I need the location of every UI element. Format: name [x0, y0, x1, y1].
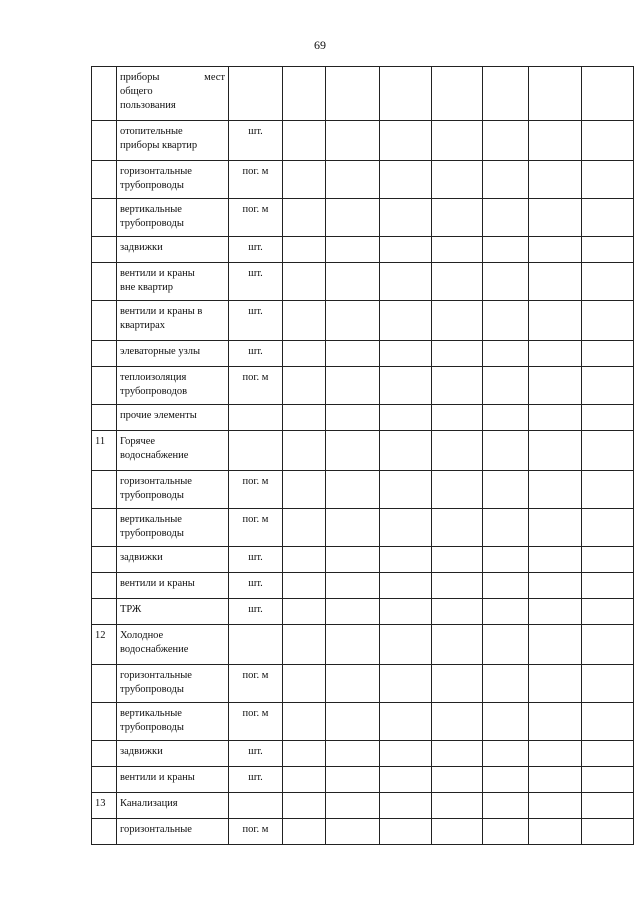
element-name-cell — [117, 237, 229, 263]
empty-value-cell — [283, 367, 326, 405]
element-name-line: вертикальные — [120, 204, 182, 215]
empty-value-cell — [432, 199, 483, 237]
empty-value-cell — [283, 67, 326, 121]
empty-value-cell — [529, 341, 582, 367]
element-name-line: трубопроводы — [120, 684, 184, 695]
empty-value-cell — [582, 67, 634, 121]
element-name-cell — [117, 547, 229, 573]
element-name-line: вертикальные — [120, 708, 182, 719]
element-name-cell — [117, 341, 229, 367]
element-name-cell — [117, 367, 229, 405]
unit-cell: шт. — [229, 301, 283, 341]
empty-value-cell — [380, 741, 432, 767]
unit-cell — [229, 405, 283, 431]
empty-value-cell — [432, 301, 483, 341]
unit-cell: шт. — [229, 741, 283, 767]
empty-value-cell — [283, 341, 326, 367]
element-name-line: вентили и краны — [120, 578, 195, 589]
empty-value-cell — [582, 703, 634, 741]
empty-value-cell — [432, 431, 483, 471]
empty-value-cell — [380, 67, 432, 121]
element-name-cell — [117, 767, 229, 793]
row-number-cell — [92, 819, 117, 845]
empty-value-cell — [432, 67, 483, 121]
row-number-cell — [92, 405, 117, 431]
element-name-cell — [117, 199, 229, 237]
row-number-cell — [92, 547, 117, 573]
table-row — [92, 703, 634, 741]
empty-value-cell — [582, 547, 634, 573]
empty-value-cell — [380, 767, 432, 793]
empty-value-cell — [326, 161, 380, 199]
empty-value-cell — [283, 237, 326, 263]
empty-value-cell — [326, 471, 380, 509]
empty-value-cell — [483, 741, 529, 767]
table-row — [92, 741, 634, 767]
table-row — [92, 793, 634, 819]
element-name-line: Канализация — [120, 798, 178, 809]
unit-cell: пог. м — [229, 665, 283, 703]
element-name-line: трубопроводы — [120, 218, 184, 229]
element-name-cell — [117, 471, 229, 509]
unit-cell: пог. м — [229, 819, 283, 845]
unit-cell: шт. — [229, 237, 283, 263]
empty-value-cell — [582, 367, 634, 405]
empty-value-cell — [326, 741, 380, 767]
table-row — [92, 431, 634, 471]
empty-value-cell — [432, 741, 483, 767]
unit-cell: шт. — [229, 573, 283, 599]
unit-cell: шт. — [229, 121, 283, 161]
element-name-line: трубопроводов — [120, 386, 188, 397]
empty-value-cell — [283, 767, 326, 793]
empty-value-cell — [326, 341, 380, 367]
empty-value-cell — [483, 263, 529, 301]
element-name-line: горизонтальные — [120, 476, 192, 487]
empty-value-cell — [283, 625, 326, 665]
empty-value-cell — [483, 767, 529, 793]
row-number-cell — [92, 599, 117, 625]
empty-value-cell — [582, 405, 634, 431]
row-number-cell: 11 — [92, 431, 117, 471]
element-name-cell — [117, 121, 229, 161]
empty-value-cell — [326, 121, 380, 161]
empty-value-cell — [529, 367, 582, 405]
empty-value-cell — [380, 161, 432, 199]
empty-value-cell — [326, 625, 380, 665]
element-name-line: горизонтальные — [120, 824, 192, 835]
empty-value-cell — [380, 263, 432, 301]
empty-value-cell — [380, 405, 432, 431]
empty-value-cell — [380, 625, 432, 665]
row-number-cell — [92, 665, 117, 703]
element-name-cell — [117, 625, 229, 665]
empty-value-cell — [380, 341, 432, 367]
unit-cell: шт. — [229, 767, 283, 793]
element-name-cell — [117, 161, 229, 199]
row-number-cell — [92, 237, 117, 263]
element-name-line: ТРЖ — [120, 604, 142, 615]
row-number-cell — [92, 301, 117, 341]
empty-value-cell — [326, 573, 380, 599]
empty-value-cell — [529, 67, 582, 121]
empty-value-cell — [380, 199, 432, 237]
empty-value-cell — [529, 819, 582, 845]
empty-value-cell — [582, 665, 634, 703]
unit-cell — [229, 67, 283, 121]
element-name-line: вентили и краны — [120, 772, 195, 783]
empty-value-cell — [529, 793, 582, 819]
element-name-line: элеваторные узлы — [120, 346, 201, 357]
empty-value-cell — [529, 509, 582, 547]
empty-value-cell — [283, 547, 326, 573]
element-name-cell — [117, 67, 229, 121]
table-row — [92, 341, 634, 367]
unit-cell — [229, 431, 283, 471]
empty-value-cell — [326, 547, 380, 573]
empty-value-cell — [432, 341, 483, 367]
empty-value-cell — [380, 121, 432, 161]
empty-value-cell — [283, 431, 326, 471]
unit-cell — [229, 625, 283, 665]
empty-value-cell — [582, 793, 634, 819]
row-number-cell: 12 — [92, 625, 117, 665]
empty-value-cell — [326, 665, 380, 703]
table-row — [92, 767, 634, 793]
table-row — [92, 819, 634, 845]
empty-value-cell — [483, 819, 529, 845]
empty-value-cell — [582, 431, 634, 471]
page-number: 69 — [314, 38, 326, 52]
empty-value-cell — [283, 509, 326, 547]
element-name-line: водоснабжение — [120, 450, 189, 461]
empty-value-cell — [483, 67, 529, 121]
empty-value-cell — [432, 599, 483, 625]
element-name-cell — [117, 599, 229, 625]
row-number-cell — [92, 509, 117, 547]
empty-value-cell — [283, 301, 326, 341]
empty-value-cell — [380, 431, 432, 471]
element-name-line: задвижки — [120, 242, 163, 253]
empty-value-cell — [432, 625, 483, 665]
empty-value-cell — [483, 625, 529, 665]
empty-value-cell — [380, 471, 432, 509]
empty-value-cell — [380, 819, 432, 845]
empty-value-cell — [432, 509, 483, 547]
element-name-line: теплоизоляция — [120, 372, 187, 383]
empty-value-cell — [326, 67, 380, 121]
empty-value-cell — [483, 199, 529, 237]
element-name-cell — [117, 573, 229, 599]
element-name-line: задвижки — [120, 746, 163, 757]
unit-cell — [229, 793, 283, 819]
element-name-line: вентили и краны в — [120, 306, 203, 317]
row-number-cell — [92, 703, 117, 741]
table-row — [92, 263, 634, 301]
empty-value-cell — [483, 471, 529, 509]
element-name-cell — [117, 263, 229, 301]
empty-value-cell — [582, 341, 634, 367]
element-name-cell — [117, 665, 229, 703]
empty-value-cell — [582, 237, 634, 263]
empty-value-cell — [483, 599, 529, 625]
empty-value-cell — [380, 367, 432, 405]
empty-value-cell — [582, 509, 634, 547]
empty-value-cell — [483, 121, 529, 161]
empty-value-cell — [432, 547, 483, 573]
empty-value-cell — [529, 767, 582, 793]
row-number-cell — [92, 121, 117, 161]
table-row — [92, 237, 634, 263]
empty-value-cell — [483, 301, 529, 341]
element-name-line: трубопроводы — [120, 490, 184, 501]
empty-value-cell — [529, 199, 582, 237]
table-row — [92, 509, 634, 547]
empty-value-cell — [582, 301, 634, 341]
empty-value-cell — [582, 263, 634, 301]
table-row — [92, 67, 634, 121]
empty-value-cell — [432, 573, 483, 599]
empty-value-cell — [283, 471, 326, 509]
table-row — [92, 625, 634, 665]
element-name-line: приборы квартир — [120, 140, 198, 151]
empty-value-cell — [432, 703, 483, 741]
empty-value-cell — [326, 819, 380, 845]
element-name-cell — [117, 509, 229, 547]
element-name-cell — [117, 405, 229, 431]
empty-value-cell — [483, 573, 529, 599]
empty-value-cell — [283, 161, 326, 199]
row-number-cell — [92, 263, 117, 301]
empty-value-cell — [529, 471, 582, 509]
empty-value-cell — [380, 237, 432, 263]
empty-value-cell — [582, 767, 634, 793]
empty-value-cell — [529, 599, 582, 625]
empty-value-cell — [326, 237, 380, 263]
empty-value-cell — [432, 665, 483, 703]
table-row — [92, 301, 634, 341]
row-number-cell — [92, 471, 117, 509]
empty-value-cell — [483, 161, 529, 199]
empty-value-cell — [582, 741, 634, 767]
element-name-line: трубопроводы — [120, 180, 184, 191]
element-name-line: вне квартир — [120, 282, 174, 293]
element-name-cell — [117, 431, 229, 471]
unit-cell: шт. — [229, 263, 283, 301]
table-row — [92, 199, 634, 237]
empty-value-cell — [283, 405, 326, 431]
empty-value-cell — [432, 237, 483, 263]
empty-value-cell — [380, 573, 432, 599]
empty-value-cell — [432, 819, 483, 845]
empty-value-cell — [326, 509, 380, 547]
empty-value-cell — [326, 793, 380, 819]
table-row — [92, 161, 634, 199]
empty-value-cell — [380, 301, 432, 341]
empty-value-cell — [283, 599, 326, 625]
empty-value-cell — [483, 509, 529, 547]
empty-value-cell — [582, 625, 634, 665]
unit-cell: шт. — [229, 599, 283, 625]
empty-value-cell — [432, 405, 483, 431]
empty-value-cell — [582, 471, 634, 509]
empty-value-cell — [283, 819, 326, 845]
row-number-cell — [92, 341, 117, 367]
unit-cell: пог. м — [229, 367, 283, 405]
element-name-line: прочие элементы — [120, 410, 197, 421]
empty-value-cell — [529, 431, 582, 471]
empty-value-cell — [432, 161, 483, 199]
empty-value-cell — [529, 703, 582, 741]
table-row — [92, 367, 634, 405]
empty-value-cell — [380, 547, 432, 573]
empty-value-cell — [529, 263, 582, 301]
empty-value-cell — [380, 509, 432, 547]
element-name-cell — [117, 703, 229, 741]
element-name-line: трубопроводы — [120, 722, 184, 733]
empty-value-cell — [483, 341, 529, 367]
element-name-line: горизонтальные — [120, 670, 192, 681]
empty-value-cell — [283, 741, 326, 767]
empty-value-cell — [483, 237, 529, 263]
row-number-cell: 13 — [92, 793, 117, 819]
element-name-line: водоснабжение — [120, 644, 189, 655]
table-row — [92, 573, 634, 599]
empty-value-cell — [483, 367, 529, 405]
element-name-line: вентили и краны — [120, 268, 195, 279]
empty-value-cell — [432, 471, 483, 509]
empty-value-cell — [529, 301, 582, 341]
unit-cell: шт. — [229, 547, 283, 573]
empty-value-cell — [432, 767, 483, 793]
empty-value-cell — [432, 263, 483, 301]
row-number-cell — [92, 741, 117, 767]
element-name-line: горизонтальные — [120, 166, 192, 177]
empty-value-cell — [326, 599, 380, 625]
empty-value-cell — [326, 199, 380, 237]
empty-value-cell — [483, 703, 529, 741]
row-number-cell — [92, 161, 117, 199]
table-row — [92, 121, 634, 161]
empty-value-cell — [529, 161, 582, 199]
element-name-line: приборы мест — [120, 72, 225, 83]
empty-value-cell — [529, 625, 582, 665]
empty-value-cell — [380, 793, 432, 819]
table-row — [92, 547, 634, 573]
empty-value-cell — [283, 793, 326, 819]
empty-value-cell — [283, 703, 326, 741]
element-name-cell — [117, 793, 229, 819]
unit-cell: пог. м — [229, 703, 283, 741]
empty-value-cell — [283, 199, 326, 237]
element-name-line: общего — [120, 86, 153, 97]
empty-value-cell — [432, 121, 483, 161]
table-row — [92, 665, 634, 703]
empty-value-cell — [283, 121, 326, 161]
empty-value-cell — [582, 161, 634, 199]
empty-value-cell — [529, 547, 582, 573]
empty-value-cell — [432, 793, 483, 819]
table-row — [92, 599, 634, 625]
empty-value-cell — [582, 599, 634, 625]
element-name-line: Горячее — [120, 436, 156, 447]
empty-value-cell — [483, 547, 529, 573]
empty-value-cell — [326, 301, 380, 341]
row-number-cell — [92, 199, 117, 237]
empty-value-cell — [483, 431, 529, 471]
empty-value-cell — [326, 431, 380, 471]
row-number-cell — [92, 367, 117, 405]
element-name-line: квартирах — [120, 320, 166, 331]
unit-cell: пог. м — [229, 199, 283, 237]
empty-value-cell — [483, 793, 529, 819]
element-name-line: Холодное — [120, 630, 164, 641]
empty-value-cell — [432, 367, 483, 405]
empty-value-cell — [380, 665, 432, 703]
element-name-cell — [117, 301, 229, 341]
empty-value-cell — [529, 573, 582, 599]
unit-cell: пог. м — [229, 471, 283, 509]
empty-value-cell — [529, 741, 582, 767]
empty-value-cell — [326, 263, 380, 301]
empty-value-cell — [326, 703, 380, 741]
empty-value-cell — [582, 199, 634, 237]
row-number-cell — [92, 67, 117, 121]
empty-value-cell — [582, 819, 634, 845]
table-row — [92, 471, 634, 509]
empty-value-cell — [326, 367, 380, 405]
empty-value-cell — [380, 599, 432, 625]
empty-value-cell — [529, 121, 582, 161]
empty-value-cell — [529, 237, 582, 263]
empty-value-cell — [283, 263, 326, 301]
empty-value-cell — [283, 573, 326, 599]
empty-value-cell — [483, 665, 529, 703]
element-name-line: отопительные — [120, 126, 183, 137]
empty-value-cell — [380, 703, 432, 741]
row-number-cell — [92, 767, 117, 793]
element-name-line: трубопроводы — [120, 528, 184, 539]
element-name-cell — [117, 741, 229, 767]
element-name-cell — [117, 819, 229, 845]
element-name-line: задвижки — [120, 552, 163, 563]
empty-value-cell — [529, 665, 582, 703]
unit-cell: шт. — [229, 341, 283, 367]
unit-cell: пог. м — [229, 509, 283, 547]
empty-value-cell — [529, 405, 582, 431]
unit-cell: пог. м — [229, 161, 283, 199]
empty-value-cell — [283, 665, 326, 703]
empty-value-cell — [326, 405, 380, 431]
table-row — [92, 405, 634, 431]
inventory-table — [91, 66, 634, 845]
empty-value-cell — [582, 121, 634, 161]
element-name-line: пользования — [120, 100, 176, 111]
empty-value-cell — [326, 767, 380, 793]
row-number-cell — [92, 573, 117, 599]
empty-value-cell — [582, 573, 634, 599]
element-name-line: вертикальные — [120, 514, 182, 525]
empty-value-cell — [483, 405, 529, 431]
